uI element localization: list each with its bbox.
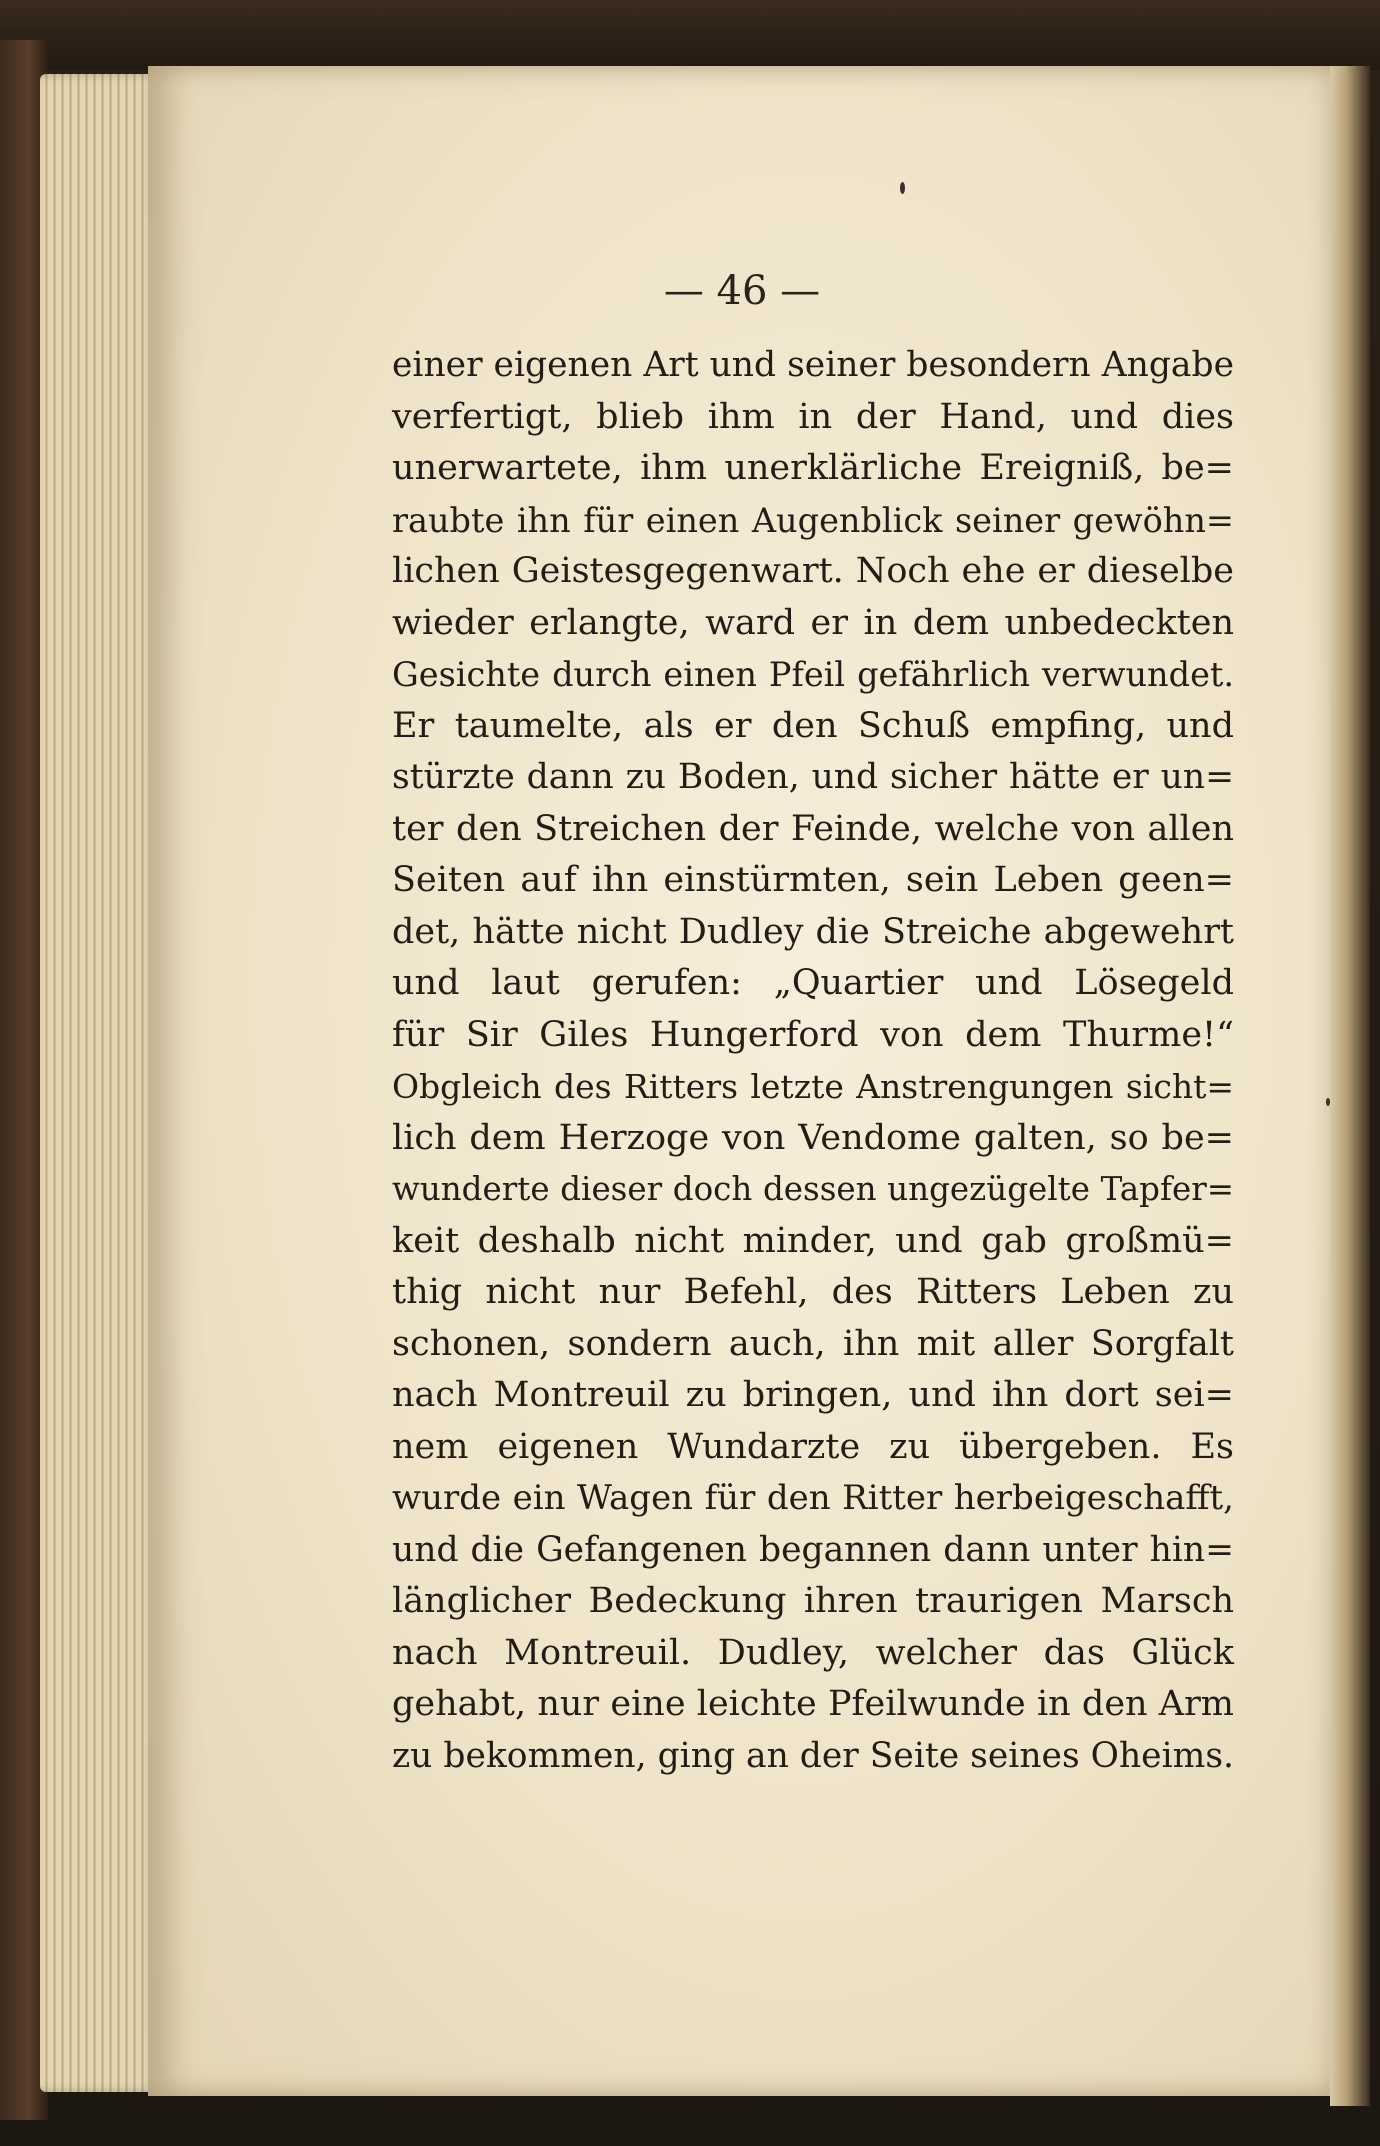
text-line: verfertigt, blieb ihm in der Hand, und dies — [392, 396, 1234, 437]
text-line: einer eigenen Art und seiner besondern Angabe — [392, 345, 1234, 385]
page-fold-edge — [1330, 66, 1370, 2106]
text-line: und laut gerufen: „Quartier und Lösegeld — [392, 963, 1234, 1003]
text-line: nach Montreuil zu bringen, und ihn dort sei= — [392, 1375, 1234, 1415]
text-line: wieder erlangte, ward er in dem unbedeckten — [392, 602, 1234, 643]
text-line: nem eigenen Wundarzte zu übergeben. Es — [392, 1426, 1234, 1467]
text-line: raubte ihn für einen Augenblick seiner gewöhn= — [392, 500, 1234, 540]
text-line: für Sir Giles Hungerford von dem Thurme!“ — [392, 1014, 1234, 1055]
text-line: gehabt, nur eine leichte Pfeilwunde in den Arm — [392, 1684, 1234, 1724]
text-line: lichen Geistesgegenwart. Noch ehe er dieselbe — [392, 551, 1234, 591]
text-line: und die Gefangenen begannen dann unter hin= — [392, 1529, 1234, 1570]
text-line: zu bekommen, ging an der Seite seines Oheims. — [392, 1735, 1234, 1776]
text-line: Obgleich des Ritters letzte Anstrengungen sicht= — [392, 1067, 1234, 1106]
text-line: stürzte dann zu Boden, und sicher hätte er un= — [392, 757, 1234, 797]
text-line: Gesichte durch einen Pfeil gefährlich verwundet. — [392, 655, 1234, 694]
text-line: unerwartete, ihm unerklärliche Ereigniß, be= — [392, 448, 1234, 488]
text-line: schonen, sondern auch, ihn mit aller Sorgfalt — [392, 1323, 1234, 1364]
ink-speck — [900, 182, 905, 194]
text-line: nach Montreuil. Dudley, welcher das Glück — [392, 1632, 1234, 1673]
page-number: — 46 — — [663, 268, 821, 314]
text-line: keit deshalb nicht minder, und gab großmü= — [392, 1220, 1234, 1261]
text-line: länglicher Bedeckung ihren traurigen Marsch — [392, 1581, 1234, 1621]
page-edges — [40, 74, 158, 2092]
text-line: Er taumelte, als er den Schuß empfing, und — [392, 705, 1234, 746]
text-line: det, hätte nicht Dudley die Streiche abgewehrt — [392, 911, 1234, 952]
text-line: lich dem Herzoge von Vendome galten, so be= — [392, 1117, 1234, 1158]
body-text — [392, 340, 1234, 1782]
text-line: thig nicht nur Befehl, des Ritters Leben zu — [392, 1272, 1234, 1312]
text-line: Seiten auf ihn einstürmten, sein Leben geen= — [392, 860, 1234, 900]
text-line: wurde ein Wagen für den Ritter herbeigeschafft, — [392, 1478, 1234, 1518]
text-line: wunderte dieser doch dessen ungezügelte Tapfer= — [392, 1170, 1234, 1208]
text-line: ter den Streichen der Feinde, welche von allen — [392, 808, 1234, 849]
book-cover-top — [0, 0, 1380, 70]
ink-speck — [1326, 1098, 1330, 1106]
